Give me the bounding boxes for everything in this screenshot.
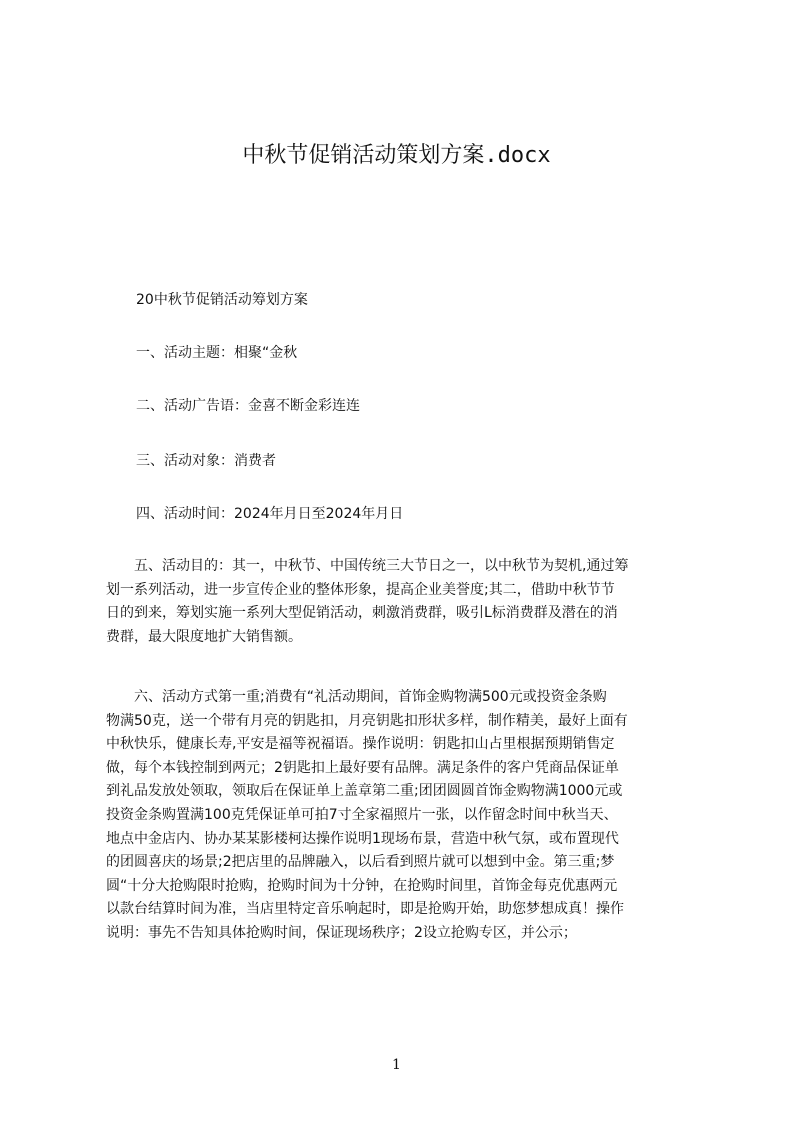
section-theme: 一、活动主题：相聚“金秋 (136, 345, 298, 361)
method-line: 中秋快乐，健康长寿,平安是福等祝福语。操作说明：钥匙扣山占里根据预期销售定 (106, 736, 615, 753)
purpose-line: 五、活动目的：其一，中秋节、中国传统三大节日之一，以中秋节为契机,通过筹 (106, 558, 629, 574)
method-line: 圆“十分大抢购限时抢购，抢购时间为十分钟，在抢购时间里，首饰金每克优惠两元 (106, 877, 618, 894)
method-line: 投资金条购置满100克凭保证单可拍7寸全家福照片一张，以作留念时间中秋当天、 (106, 806, 618, 823)
section-time: 四、活动时间：2024年月日至2024年月日 (136, 506, 404, 522)
document-file-title: 中秋节促销活动策划方案.docx (242, 143, 551, 168)
method-line: 物满50克，送一个带有月亮的钥匙扣，月亮钥匙扣形状多样，制作精美，最好上面有 (106, 712, 628, 729)
section-slogan: 二、活动广告语：金喜不断金彩连连 (136, 398, 360, 414)
purpose-line: 费群，最大限度地扩大销售额。 (106, 628, 302, 645)
method-line: 的团圆喜庆的场景;2把店里的品牌融入，以后看到照片就可以想到中金。第三重;梦 (106, 854, 615, 871)
method-line: 到礼品发放处领取，领取后在保证单上盖章第二重;团团圆圆首饰金购物满1000元或 (106, 783, 623, 800)
method-line: 地点中金店内、协办某某影楼柯达操作说明1现场布景，营造中秋气氛，或布置现代 (106, 830, 619, 847)
section-audience: 三、活动对象：消费者 (136, 453, 276, 469)
purpose-line: 日的到来，筹划实施一系列大型促销活动，刺激消费群，吸引L标消费群及潜在的消 (106, 605, 618, 622)
page-number: 1 (392, 1057, 401, 1073)
method-line: 做，每个本钱控制到两元；2钥匙扣上最好要有品牌。满足条件的客户凭商品保证单 (106, 759, 619, 776)
method-line: 六、活动方式第一重;消费有“礼活动期间，首饰金购物满500元或投资金条购 (106, 689, 607, 705)
method-line: 以款台结算时间为准，当店里特定音乐响起时，即是抢购开始，助您梦想成真！操作 (106, 901, 624, 918)
purpose-line: 划一系列活动，进一步宣传企业的整体形象，提高企业美誉度;其二，借助中秋节节 (106, 581, 615, 598)
method-line: 说明：事先不告知具体抢购时间，保证现场秩序；2设立抢购专区，并公示； (106, 924, 577, 941)
plan-heading: 20中秋节促销活动筹划方案 (136, 292, 308, 308)
section-method-paragraph (106, 686, 696, 946)
section-purpose-paragraph (106, 555, 696, 649)
